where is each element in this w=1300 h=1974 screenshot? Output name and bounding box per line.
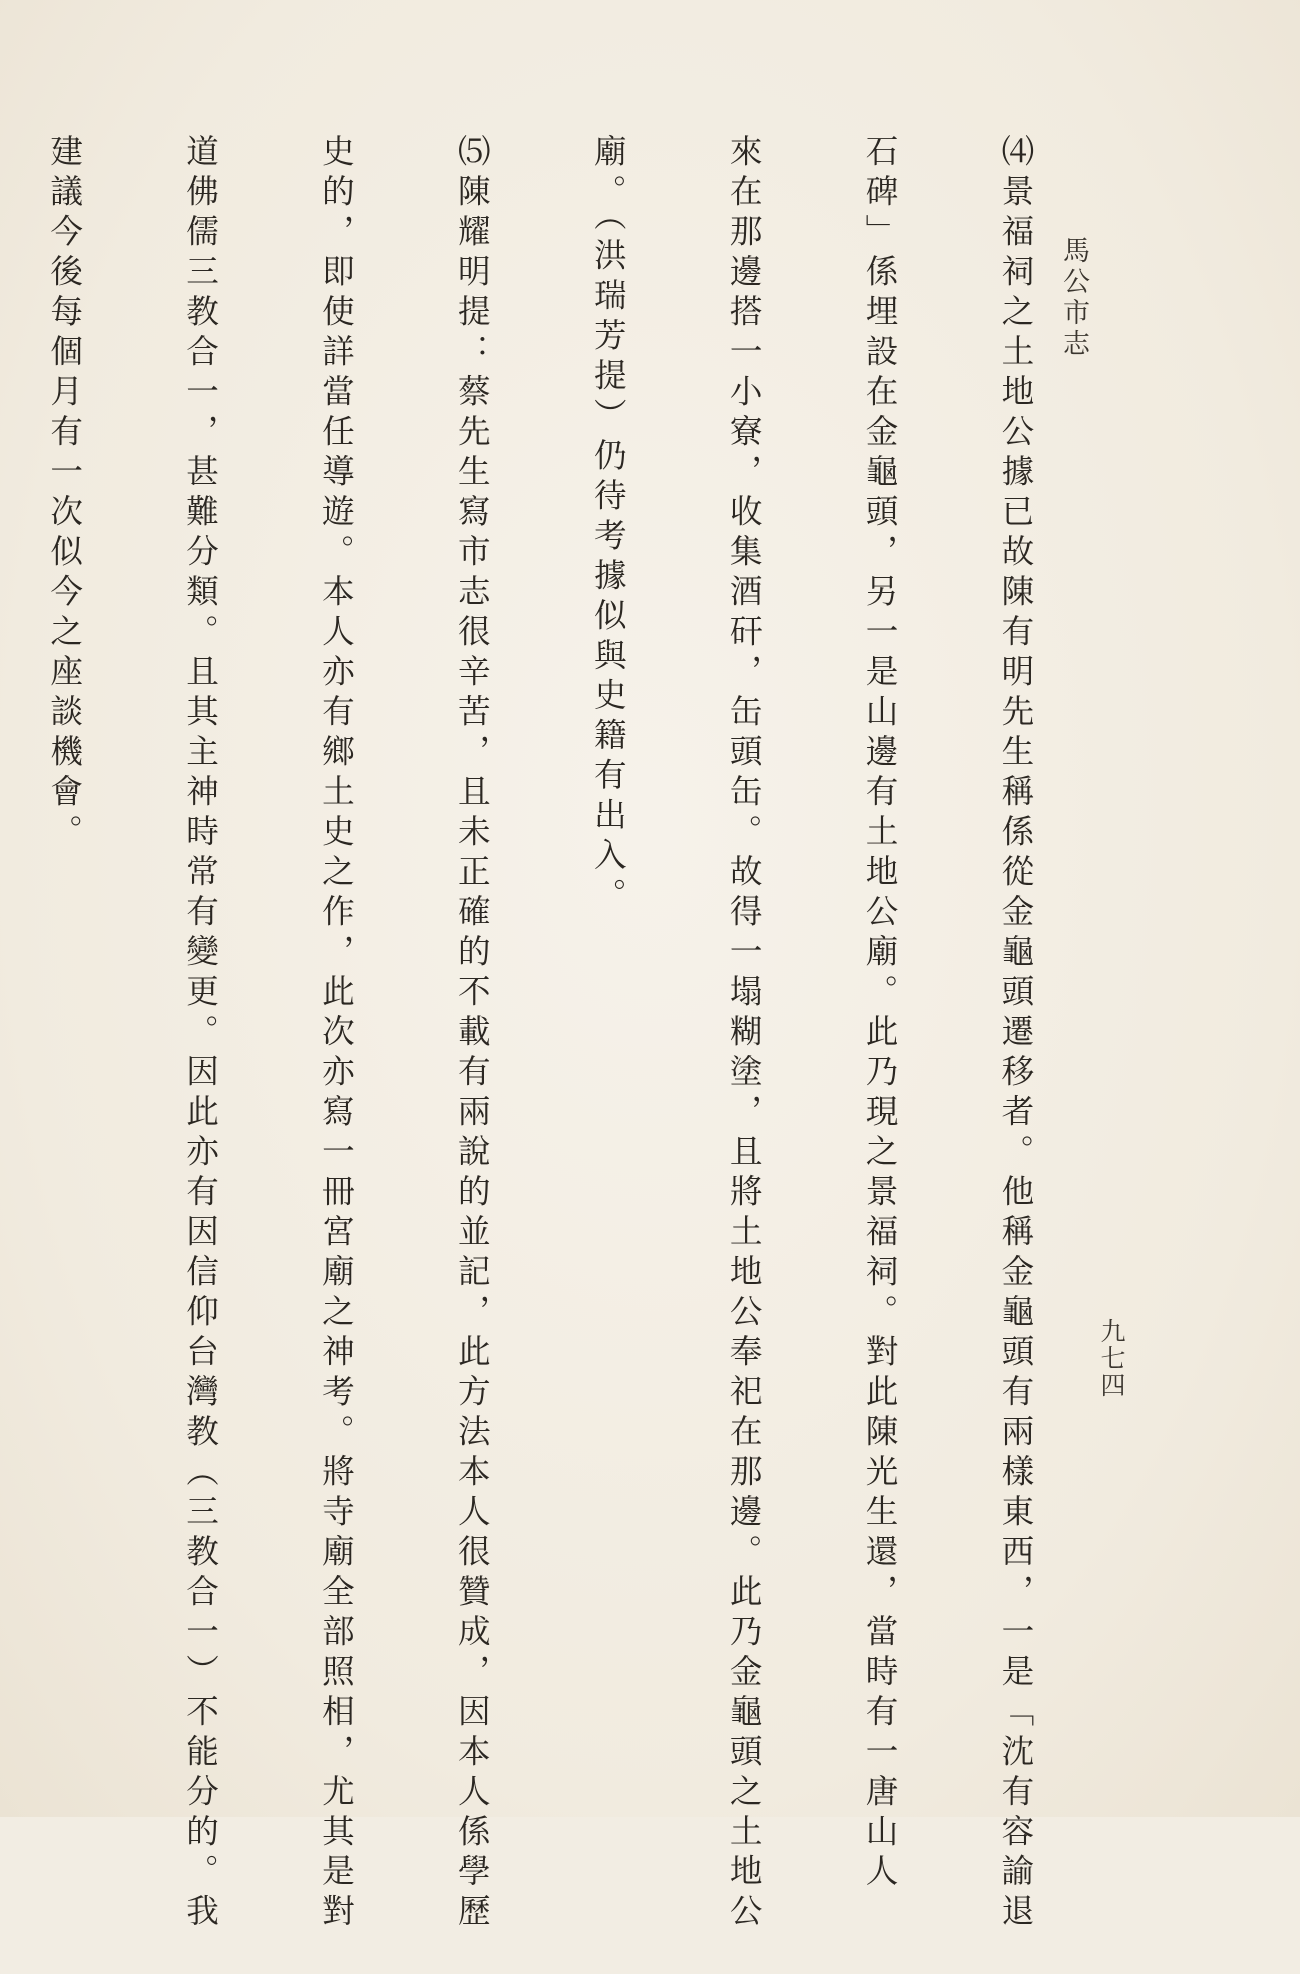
page-number: 九七四 xyxy=(1097,1318,1126,1399)
text-line: ⑷景福祠之土地公據已故陳有明先生稱係從金龜頭遷移者。他稱金龜頭有兩樣東西，一是「沈有容諭退 xyxy=(996,134,1035,1934)
text-line: 道佛儒三教合一，甚難分類。且其主神時常有變更。因此亦有因信仰台灣教（三教合一）不能分的。我 xyxy=(181,134,220,1934)
body-text xyxy=(45,134,1128,1934)
text-line: 石碑」係埋設在金龜頭，另一是山邊有土地公廟。此乃現之景福祠。對此陳光生還，當時有一唐山人 xyxy=(860,134,899,1894)
running-head: 馬公市志 xyxy=(1058,236,1089,360)
text-line: 廟。（洪瑞芳提）仍待考據似與史籍有出入。 xyxy=(588,134,627,918)
text-line: ⑸陳耀明提：蔡先生寫市志很辛苦，且未正確的不載有兩說的並記，此方法本人很贊成，因本人係學歷 xyxy=(452,134,491,1934)
text-line: 史的，即使詳當任導遊。本人亦有鄉土史之作，此次亦寫一冊宮廟之神考。將寺廟全部照相，尤其是對 xyxy=(316,134,355,1934)
text-line: 建議今後每個月有一次似今之座談機會。 xyxy=(45,134,84,854)
text-line: 來在那邊搭一小寮，收集酒矸，缶頭缶。故得一塌糊塗，且將土地公奉祀在那邊。此乃金龜頭之土地公 xyxy=(724,134,763,1934)
